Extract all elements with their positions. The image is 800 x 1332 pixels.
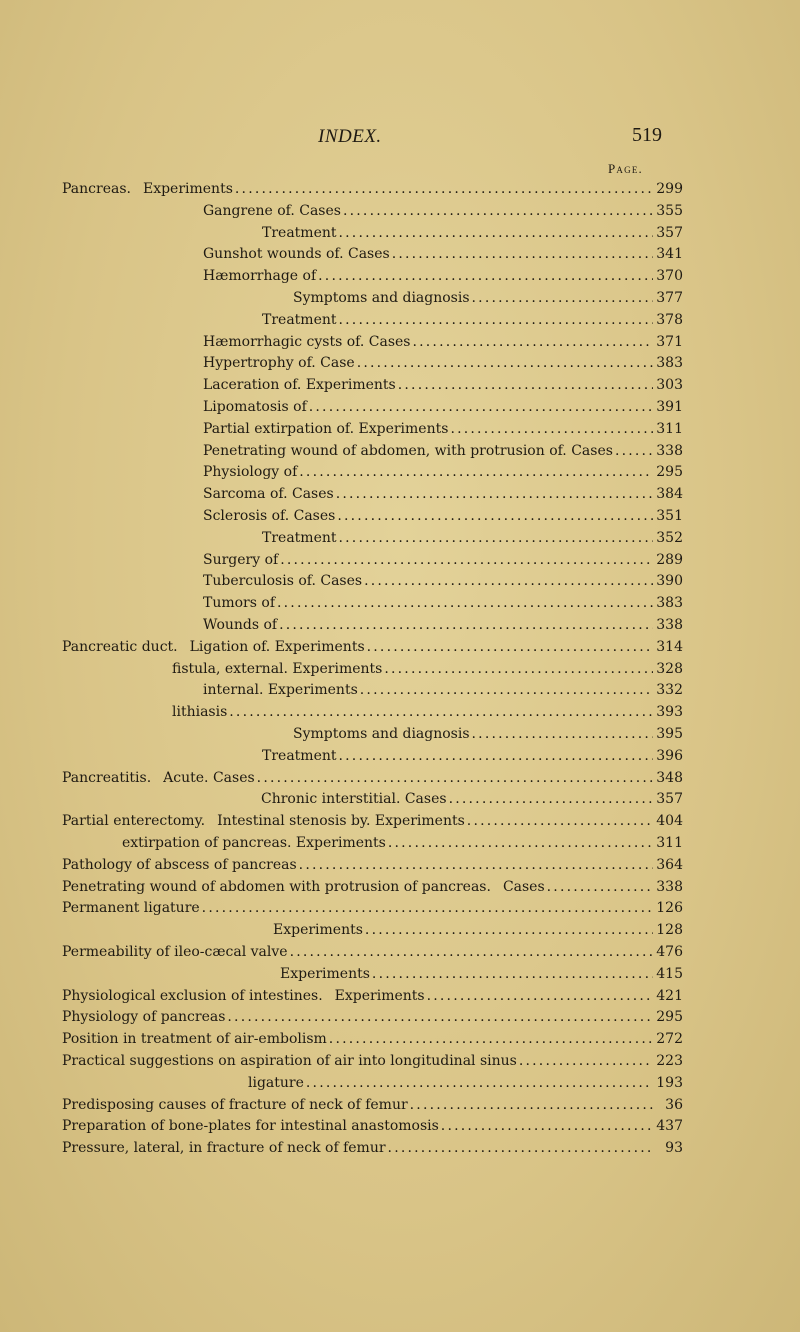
- index-entry: [203, 334, 683, 354]
- entry-subheading: ligature: [248, 1074, 304, 1091]
- dot-leader: [327, 1031, 653, 1047]
- entry-subheading: Experiments: [334, 987, 425, 1004]
- entry-label: [203, 508, 335, 524]
- dot-leader: [297, 857, 653, 873]
- entry-subheading: Physiology of: [203, 464, 298, 481]
- entry-subheading: Hæmorrhage of: [203, 268, 317, 285]
- entry-main-heading: Permanent ligature: [62, 900, 200, 917]
- index-entry: [172, 704, 683, 724]
- index-entry: [62, 1097, 683, 1117]
- entry-label: [203, 573, 362, 589]
- entry-label: [203, 377, 396, 393]
- index-entry: [62, 1053, 683, 1073]
- dot-leader: [396, 377, 653, 393]
- entry-page-number: 193: [656, 1074, 683, 1091]
- index-entry: [261, 791, 683, 811]
- entry-label: [203, 203, 341, 219]
- entry-main-heading: Partial enterectomy.: [62, 813, 206, 830]
- index-entry: [62, 813, 683, 833]
- entry-subheading: Laceration of. Experiments: [203, 377, 396, 394]
- entry-label: [203, 268, 316, 284]
- entry-main-heading: Preparation of bone-plates for intestinal anastomosis: [62, 1118, 439, 1135]
- dot-leader: [408, 1097, 653, 1113]
- entry-main-heading: Position in treatment of air-embolism: [62, 1031, 327, 1048]
- entry-subheading: Gangrene of. Cases: [203, 202, 341, 219]
- entry-label: [203, 355, 355, 371]
- entry-label: [62, 813, 465, 829]
- entry-page-number: 338: [656, 617, 683, 633]
- entry-label: [172, 661, 382, 677]
- dot-leader: [545, 879, 653, 895]
- dot-leader: [335, 508, 653, 524]
- entry-subheading: Symptoms and diagnosis: [293, 726, 470, 742]
- dot-leader: [386, 1140, 653, 1156]
- index-entry: [62, 770, 683, 790]
- index-entry: [62, 1118, 683, 1138]
- entry-subheading: extirpation of pancreas. Experiments: [122, 835, 386, 851]
- entry-subheading: Experiments: [142, 181, 233, 197]
- entry-page-number: 126: [656, 900, 683, 917]
- dot-leader: [334, 486, 653, 502]
- dot-leader: [227, 704, 653, 720]
- entry-page-number: 415: [656, 965, 683, 982]
- entry-main-heading: Predisposing causes of fracture of neck of femur: [62, 1096, 408, 1113]
- index-entry: [62, 879, 683, 899]
- index-entry: [203, 617, 683, 637]
- entry-subheading: Wounds of: [203, 617, 278, 633]
- page-column-heading: Page.: [608, 161, 643, 176]
- index-entry: [203, 552, 683, 572]
- dot-leader: [390, 246, 653, 262]
- dot-leader: [447, 791, 653, 807]
- entry-page-number: 437: [656, 1118, 683, 1135]
- entry-page-number: 311: [656, 835, 683, 851]
- entry-page-number: 303: [656, 377, 683, 394]
- entry-page-number: 378: [656, 311, 683, 328]
- entry-page-number: 383: [656, 355, 683, 372]
- dot-leader: [278, 552, 653, 568]
- running-head-title: INDEX.: [318, 126, 382, 147]
- entry-label: [203, 486, 334, 502]
- entry-page-number: 348: [656, 769, 683, 786]
- entry-label: [262, 748, 337, 764]
- entry-subheading: Intestinal stenosis by. Experiments: [217, 813, 465, 830]
- entry-label: [62, 879, 545, 895]
- entry-subheading: Surgery of: [203, 551, 279, 568]
- entry-label: [62, 988, 425, 1004]
- entry-subheading: Experiments: [280, 965, 370, 982]
- entry-page-number: 355: [656, 202, 683, 219]
- entry-label: [203, 464, 297, 480]
- entry-main-heading: Physiological exclusion of intestines.: [62, 987, 323, 1004]
- entry-label: [262, 530, 337, 546]
- dot-leader: [448, 421, 653, 437]
- entry-label: [62, 1031, 327, 1047]
- entry-page-number: 476: [656, 944, 683, 960]
- dot-leader: [465, 813, 653, 829]
- entry-page-number: 295: [656, 464, 683, 481]
- entry-main-heading: Permeability of ileo-cæcal valve: [62, 944, 288, 960]
- index-entry: [62, 1009, 683, 1029]
- entry-subheading: Sclerosis of. Cases: [203, 508, 336, 524]
- dot-leader: [304, 1075, 653, 1091]
- dot-leader: [410, 334, 653, 350]
- entry-label: [172, 704, 227, 720]
- entry-label: [62, 181, 233, 197]
- entry-page-number: 328: [656, 660, 683, 677]
- dot-leader: [439, 1118, 653, 1134]
- index-entry: [203, 268, 683, 288]
- entry-page-number: 128: [656, 922, 683, 939]
- dot-leader: [337, 530, 654, 546]
- index-entry: [203, 443, 683, 463]
- entry-label: [203, 399, 307, 415]
- entry-subheading: Treatment: [262, 529, 337, 546]
- dot-leader: [425, 988, 653, 1004]
- index-entry: [280, 966, 683, 986]
- dot-leader: [288, 944, 653, 960]
- entry-page-number: 36: [665, 1096, 683, 1113]
- entry-page-number: 357: [656, 224, 683, 241]
- index-entry: [262, 748, 683, 768]
- entry-label: [293, 726, 470, 742]
- entry-main-heading: Pancreas.: [62, 181, 131, 197]
- entry-label: [62, 857, 297, 873]
- dot-leader: [341, 203, 653, 219]
- dot-leader: [233, 181, 653, 197]
- dot-leader: [297, 464, 653, 480]
- index-entry: [248, 1075, 683, 1095]
- entry-label: [62, 1009, 225, 1025]
- dot-leader: [470, 726, 653, 742]
- entry-page-number: 341: [656, 246, 683, 263]
- entry-main-heading: Practical suggestions on aspiration of air into longitudinal sinus: [62, 1053, 517, 1069]
- entry-subheading: Treatment: [262, 224, 337, 241]
- entry-main-heading: Pancreatic duct.: [62, 638, 178, 655]
- entry-label: [280, 966, 370, 982]
- dot-leader: [337, 748, 654, 764]
- dot-leader: [275, 595, 653, 611]
- entry-page-number: 311: [656, 420, 683, 437]
- index-entry: [203, 355, 683, 375]
- entry-label: [248, 1075, 304, 1091]
- entry-label: [203, 595, 275, 611]
- entry-page-number: 371: [656, 333, 683, 350]
- dot-leader: [362, 573, 653, 589]
- entry-label: [62, 770, 255, 786]
- entry-label: [122, 835, 386, 851]
- entry-label: [62, 1053, 517, 1069]
- entry-label: [262, 225, 337, 241]
- index-entry: [203, 246, 683, 266]
- entry-label: [261, 791, 447, 807]
- entry-label: [62, 1097, 408, 1113]
- entry-main-heading: Penetrating wound of abdomen with protrusion of pancreas.: [62, 878, 491, 895]
- entry-label: [203, 682, 358, 698]
- entry-subheading: Symptoms and diagnosis: [293, 290, 470, 306]
- entry-label: [62, 900, 200, 916]
- index-entry: [62, 900, 683, 920]
- dot-leader: [225, 1009, 653, 1025]
- entry-page-number: 364: [656, 856, 683, 873]
- dot-leader: [337, 312, 654, 328]
- dot-leader: [365, 639, 653, 655]
- entry-subheading: Tuberculosis of. Cases: [203, 573, 363, 590]
- entry-label: [203, 617, 277, 633]
- entry-label: [273, 922, 363, 938]
- index-entry: [62, 944, 683, 964]
- dot-leader: [307, 399, 653, 415]
- entry-page-number: 370: [656, 268, 683, 285]
- entry-page-number: 351: [656, 508, 683, 524]
- entry-subheading: Partial extirpation of. Experiments: [203, 420, 449, 437]
- entry-label: [62, 1140, 386, 1156]
- entry-label: [203, 334, 410, 350]
- index-entry: [62, 1031, 683, 1051]
- entry-subheading: Sarcoma of. Cases: [203, 486, 334, 503]
- page-number: 519: [632, 124, 662, 146]
- entry-subheading: Hæmorrhagic cysts of. Cases: [203, 333, 411, 350]
- entry-label: [203, 246, 390, 262]
- index-entry: [62, 988, 683, 1008]
- entry-subheading: Acute. Cases: [163, 769, 255, 786]
- index-entry: [203, 421, 683, 441]
- index-entry: [293, 726, 683, 746]
- entry-subheading: lithiasis: [172, 704, 228, 721]
- entry-page-number: 377: [656, 290, 683, 306]
- entry-page-number: 396: [656, 747, 683, 764]
- entry-page-number: 338: [656, 442, 683, 459]
- entry-subheading: internal. Experiments: [203, 682, 358, 699]
- entry-label: [62, 1118, 439, 1134]
- index-entry: [62, 857, 683, 877]
- entry-page-number: 352: [656, 529, 683, 546]
- index-entry: [203, 203, 683, 223]
- entry-page-number: 299: [656, 181, 683, 197]
- index-entry: [262, 530, 683, 550]
- index-entry: [203, 377, 683, 397]
- entry-page-number: 384: [656, 486, 683, 503]
- entry-page-number: 314: [656, 638, 683, 655]
- entry-subheading: Cases: [502, 878, 545, 895]
- entry-subheading: Treatment: [262, 747, 337, 764]
- index-entry: [203, 508, 683, 528]
- entry-page-number: 289: [656, 551, 683, 568]
- dot-leader: [613, 443, 653, 459]
- index-entry: [122, 835, 683, 855]
- dot-leader: [470, 290, 653, 306]
- entry-page-number: 338: [656, 878, 683, 895]
- entry-label: [203, 552, 278, 568]
- dot-leader: [386, 835, 653, 851]
- entry-label: [62, 639, 365, 655]
- index-entry: [62, 181, 683, 201]
- entry-label: [203, 443, 613, 459]
- index-entry: [203, 573, 683, 593]
- dot-leader: [363, 922, 653, 938]
- index-entry: [262, 312, 683, 332]
- entry-page-number: 332: [656, 682, 683, 699]
- entry-subheading: Experiments: [273, 922, 363, 939]
- entry-subheading: Ligation of. Experiments: [189, 638, 365, 655]
- entry-subheading: Gunshot wounds of. Cases: [203, 246, 390, 263]
- dot-leader: [382, 661, 653, 677]
- dot-leader: [355, 355, 653, 371]
- entry-subheading: Chronic interstitial. Cases: [261, 791, 447, 808]
- dot-leader: [316, 268, 653, 284]
- entry-page-number: 421: [656, 987, 683, 1004]
- entry-main-heading: Pathology of abscess of pancreas: [62, 856, 297, 873]
- entry-page-number: 391: [656, 399, 683, 415]
- dot-leader: [255, 770, 653, 786]
- index-entry: [203, 682, 683, 702]
- entry-label: [262, 312, 337, 328]
- index-entry: [203, 464, 683, 484]
- entry-page-number: 93: [665, 1140, 683, 1157]
- entry-label: [203, 421, 448, 437]
- entry-label: [62, 944, 288, 960]
- dot-leader: [277, 617, 653, 633]
- entry-page-number: 404: [656, 813, 683, 830]
- entry-page-number: 272: [656, 1031, 683, 1048]
- entry-page-number: 295: [656, 1009, 683, 1026]
- index-entry: [172, 661, 683, 681]
- entry-subheading: Hypertrophy of. Case: [203, 355, 355, 372]
- entry-main-heading: Pressure, lateral, in fracture of neck of femur: [62, 1140, 386, 1157]
- dot-leader: [337, 225, 654, 241]
- index-entry: [203, 486, 683, 506]
- index-entry: [293, 290, 683, 310]
- entry-subheading: Penetrating wound of abdomen, with protrusion of. Cases: [203, 442, 613, 459]
- index-entry: [203, 595, 683, 615]
- dot-leader: [517, 1053, 653, 1069]
- entry-main-heading: Physiology of pancreas: [62, 1009, 226, 1026]
- entry-page-number: 357: [656, 791, 683, 808]
- entry-page-number: 390: [656, 573, 683, 590]
- entry-label: [293, 290, 470, 306]
- entry-main-heading: Pancreatitis.: [62, 769, 152, 786]
- index-entry: [273, 922, 683, 942]
- entry-page-number: 223: [656, 1053, 683, 1069]
- entry-subheading: Tumors of: [203, 595, 275, 612]
- index-entry: [62, 639, 683, 659]
- entry-subheading: Treatment: [262, 311, 337, 328]
- dot-leader: [200, 900, 653, 916]
- dot-leader: [370, 966, 653, 982]
- dot-leader: [358, 682, 653, 698]
- entry-page-number: 395: [656, 726, 683, 742]
- index-entry: [62, 1140, 683, 1160]
- entry-subheading: fistula, external. Experiments: [172, 660, 383, 677]
- entry-subheading: Lipomatosis of: [203, 399, 307, 415]
- index-entry: [203, 399, 683, 419]
- entry-page-number: 393: [656, 704, 683, 721]
- index-entry: [262, 225, 683, 245]
- entry-page-number: 383: [656, 595, 683, 612]
